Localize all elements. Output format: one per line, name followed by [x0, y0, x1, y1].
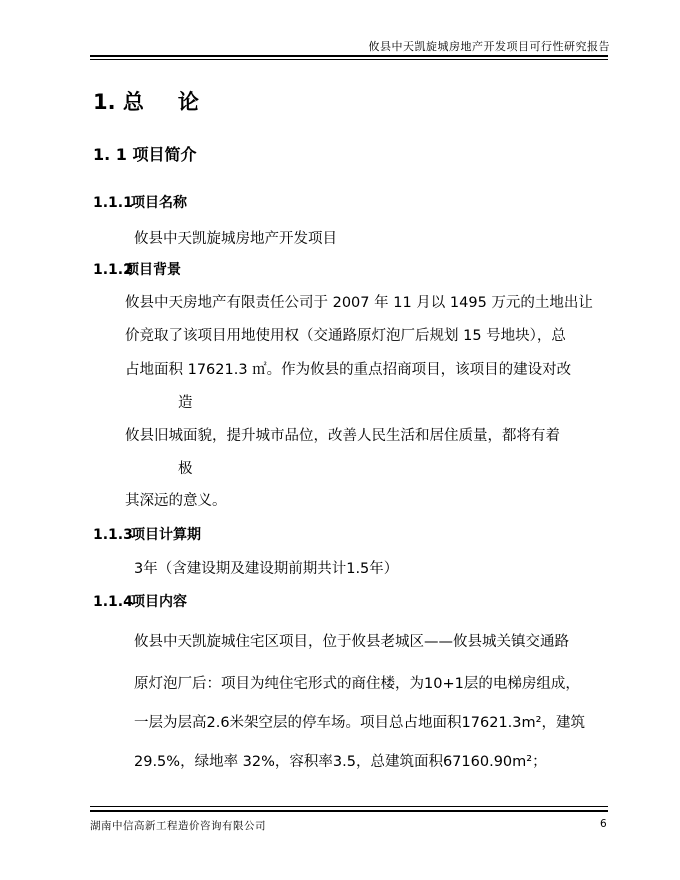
background-line: 极 — [178, 461, 193, 477]
content-line: 29.5%，绿地率 32%，容积率3.5，总建筑面积67160.90m²； — [134, 754, 547, 770]
subsection-title: 项目内容 — [131, 594, 187, 610]
subsection-title: 项目名称 — [131, 195, 187, 211]
running-header: 攸县中天凯旋城房地产开发项目可行性研究报告 — [368, 40, 610, 53]
subsection-heading-1-1-3 — [93, 524, 201, 544]
footer-rule-thin — [90, 806, 608, 807]
chapter-title-part1: 总 — [122, 90, 144, 114]
chapter-title-part2: 论 — [177, 90, 199, 114]
subsection-heading-1-1-4 — [93, 591, 187, 611]
subsection-number: 1.1.4 — [93, 594, 133, 610]
background-line: 占地面积 17621.3 ㎡。作为攸县的重点招商项目，该项目的建设对改 — [125, 362, 572, 378]
content-line: 原灯泡厂后：项目为纯住宅形式的商住楼，为10+1层的电梯房组成， — [134, 676, 580, 692]
footer-company: 湖南中信高新工程造价咨询有限公司 — [90, 820, 266, 832]
subsection-heading-1-1-1 — [93, 192, 187, 212]
background-line: 造 — [178, 395, 193, 411]
content-line: 攸县中天凯旋城住宅区项目，位于攸县老城区——攸县城关镇交通路 — [134, 634, 569, 650]
calculation-period-text: 3年（含建设期及建设期前期共计1.5年） — [134, 561, 399, 577]
subsection-heading-1-1-2 — [93, 259, 181, 279]
subsection-number: 1.1.2 — [93, 262, 133, 278]
footer-rule — [90, 810, 608, 812]
subsection-title: 项目计算期 — [131, 527, 201, 543]
page-number: 6 — [600, 818, 607, 830]
section-heading: 1. 1 项目简介 — [93, 145, 197, 164]
subsection-title: 项目背景 — [125, 262, 181, 278]
chapter-number: 1. — [93, 90, 116, 114]
project-name-text: 攸县中天凯旋城房地产开发项目 — [134, 231, 337, 247]
background-line: 其深远的意义。 — [125, 493, 227, 509]
header-rule — [90, 55, 608, 57]
chapter-heading — [93, 86, 199, 116]
header-rule-thin — [90, 59, 608, 60]
background-line: 价竞取了该项目用地使用权（交通路原灯泡厂后规划 15 号地块），总 — [125, 328, 566, 344]
subsection-number: 1.1.1 — [93, 195, 133, 211]
background-line: 攸县中天房地产有限责任公司于 2007 年 11 月以 1495 万元的土地出让 — [125, 295, 593, 311]
background-line: 攸县旧城面貌，提升城市品位，改善人民生活和居住质量，都将有着 — [125, 428, 560, 444]
subsection-number: 1.1.3 — [93, 527, 133, 543]
content-line: 一层为层高2.6米架空层的停车场。项目总占地面积17621.3m²，建筑 — [134, 715, 585, 731]
